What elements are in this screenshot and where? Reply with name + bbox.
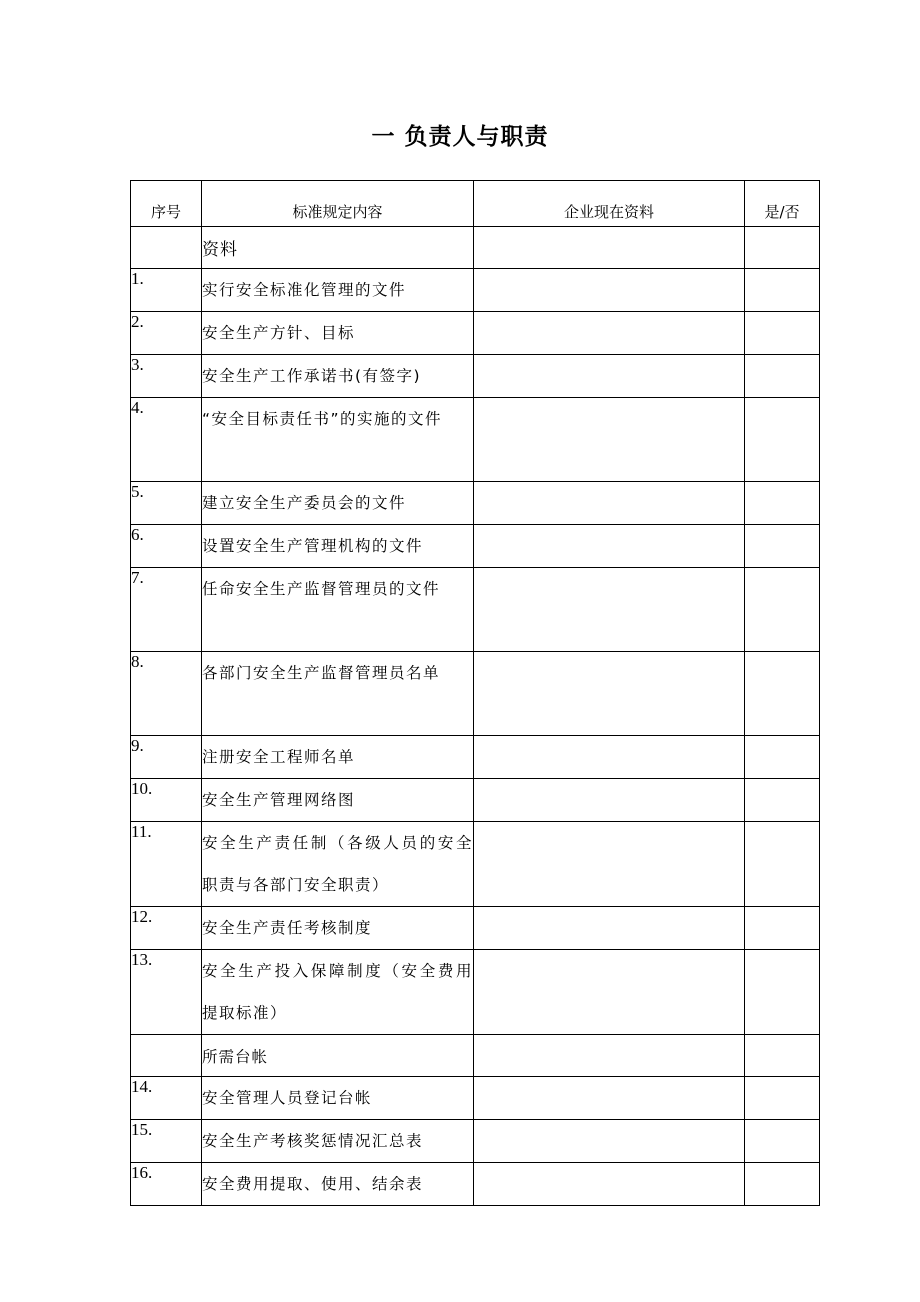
table-row bbox=[131, 1077, 820, 1120]
yes-no-cell[interactable] bbox=[745, 652, 820, 736]
yes-no-cell[interactable] bbox=[745, 950, 820, 1035]
checklist-table bbox=[130, 180, 820, 1206]
row-number: 12. bbox=[131, 907, 202, 950]
enterprise-cell[interactable] bbox=[474, 652, 745, 736]
yes-no-cell[interactable] bbox=[745, 779, 820, 822]
enterprise-cell[interactable] bbox=[474, 312, 745, 355]
row-number: 6. bbox=[131, 525, 202, 568]
table-row bbox=[131, 822, 820, 907]
header-enterprise: 企业现在资料 bbox=[474, 181, 745, 227]
row-number: 7. bbox=[131, 568, 202, 652]
row-number: 16. bbox=[131, 1163, 202, 1206]
enterprise-cell[interactable] bbox=[474, 355, 745, 398]
yes-no-cell[interactable] bbox=[745, 227, 820, 269]
yes-no-cell[interactable] bbox=[745, 1035, 820, 1077]
table-row bbox=[131, 652, 820, 736]
section-seq-cell bbox=[131, 227, 202, 269]
enterprise-cell[interactable] bbox=[474, 907, 745, 950]
enterprise-cell[interactable] bbox=[474, 227, 745, 269]
row-number: 15. bbox=[131, 1120, 202, 1163]
table-row bbox=[131, 355, 820, 398]
section-row bbox=[131, 1035, 820, 1077]
enterprise-cell[interactable] bbox=[474, 525, 745, 568]
yes-no-cell[interactable] bbox=[745, 355, 820, 398]
section-row bbox=[131, 227, 820, 269]
row-standard: 安全生产方针、目标 bbox=[202, 312, 474, 355]
table-row bbox=[131, 568, 820, 652]
enterprise-cell[interactable] bbox=[474, 822, 745, 907]
enterprise-cell[interactable] bbox=[474, 1035, 745, 1077]
enterprise-cell[interactable] bbox=[474, 1077, 745, 1120]
row-number: 8. bbox=[131, 652, 202, 736]
table-row bbox=[131, 1120, 820, 1163]
enterprise-cell[interactable] bbox=[474, 950, 745, 1035]
row-standard: 任命安全生产监督管理员的文件 bbox=[202, 568, 474, 652]
row-number: 10. bbox=[131, 779, 202, 822]
row-number: 13. bbox=[131, 950, 202, 1035]
table-row bbox=[131, 525, 820, 568]
row-number: 5. bbox=[131, 482, 202, 525]
row-number: 2. bbox=[131, 312, 202, 355]
row-standard: 安全生产责任考核制度 bbox=[202, 907, 474, 950]
row-standard: 设置安全生产管理机构的文件 bbox=[202, 525, 474, 568]
enterprise-cell[interactable] bbox=[474, 779, 745, 822]
row-standard: 安全管理人员登记台帐 bbox=[202, 1077, 474, 1120]
enterprise-cell[interactable] bbox=[474, 568, 745, 652]
table-row bbox=[131, 736, 820, 779]
yes-no-cell[interactable] bbox=[745, 269, 820, 312]
yes-no-cell[interactable] bbox=[745, 312, 820, 355]
yes-no-cell[interactable] bbox=[745, 398, 820, 482]
yes-no-cell[interactable] bbox=[745, 1077, 820, 1120]
row-number: 9. bbox=[131, 736, 202, 779]
row-standard: 注册安全工程师名单 bbox=[202, 736, 474, 779]
table-row bbox=[131, 398, 820, 482]
yes-no-cell[interactable] bbox=[745, 482, 820, 525]
section-seq-cell bbox=[131, 1035, 202, 1077]
table-row bbox=[131, 482, 820, 525]
yes-no-cell[interactable] bbox=[745, 568, 820, 652]
yes-no-cell[interactable] bbox=[745, 1120, 820, 1163]
row-number: 14. bbox=[131, 1077, 202, 1120]
row-standard: 安全生产管理网络图 bbox=[202, 779, 474, 822]
table-row bbox=[131, 1163, 820, 1206]
table-row bbox=[131, 950, 820, 1035]
section-label: 资料 bbox=[202, 227, 474, 269]
row-standard: 安全生产工作承诺书(有签字) bbox=[202, 355, 474, 398]
row-standard: 安全生产投入保障制度（安全费用提取标准） bbox=[202, 950, 474, 1035]
yes-no-cell[interactable] bbox=[745, 1163, 820, 1206]
header-yes-no: 是/否 bbox=[745, 181, 820, 227]
yes-no-cell[interactable] bbox=[745, 822, 820, 907]
table-row bbox=[131, 907, 820, 950]
row-standard: 建立安全生产委员会的文件 bbox=[202, 482, 474, 525]
row-standard: “安全目标责任书”的实施的文件 bbox=[202, 398, 474, 482]
row-number: 1. bbox=[131, 269, 202, 312]
row-number: 3. bbox=[131, 355, 202, 398]
table-row bbox=[131, 779, 820, 822]
table-row bbox=[131, 269, 820, 312]
enterprise-cell[interactable] bbox=[474, 398, 745, 482]
row-standard: 实行安全标准化管理的文件 bbox=[202, 269, 474, 312]
row-number: 11. bbox=[131, 822, 202, 907]
enterprise-cell[interactable] bbox=[474, 1163, 745, 1206]
row-standard: 各部门安全生产监督管理员名单 bbox=[202, 652, 474, 736]
row-number: 4. bbox=[131, 398, 202, 482]
table-row bbox=[131, 312, 820, 355]
table-header-row bbox=[131, 181, 820, 227]
enterprise-cell[interactable] bbox=[474, 736, 745, 779]
enterprise-cell[interactable] bbox=[474, 1120, 745, 1163]
yes-no-cell[interactable] bbox=[745, 907, 820, 950]
enterprise-cell[interactable] bbox=[474, 269, 745, 312]
row-standard: 安全费用提取、使用、结余表 bbox=[202, 1163, 474, 1206]
page-title: 一 负责人与职责 bbox=[371, 124, 549, 150]
yes-no-cell[interactable] bbox=[745, 736, 820, 779]
header-seq: 序号 bbox=[131, 181, 202, 227]
row-standard: 安全生产考核奖惩情况汇总表 bbox=[202, 1120, 474, 1163]
enterprise-cell[interactable] bbox=[474, 482, 745, 525]
header-standard: 标准规定内容 bbox=[202, 181, 474, 227]
section-label: 所需台帐 bbox=[202, 1035, 474, 1077]
yes-no-cell[interactable] bbox=[745, 525, 820, 568]
row-standard: 安全生产责任制（各级人员的安全职责与各部门安全职责） bbox=[202, 822, 474, 907]
